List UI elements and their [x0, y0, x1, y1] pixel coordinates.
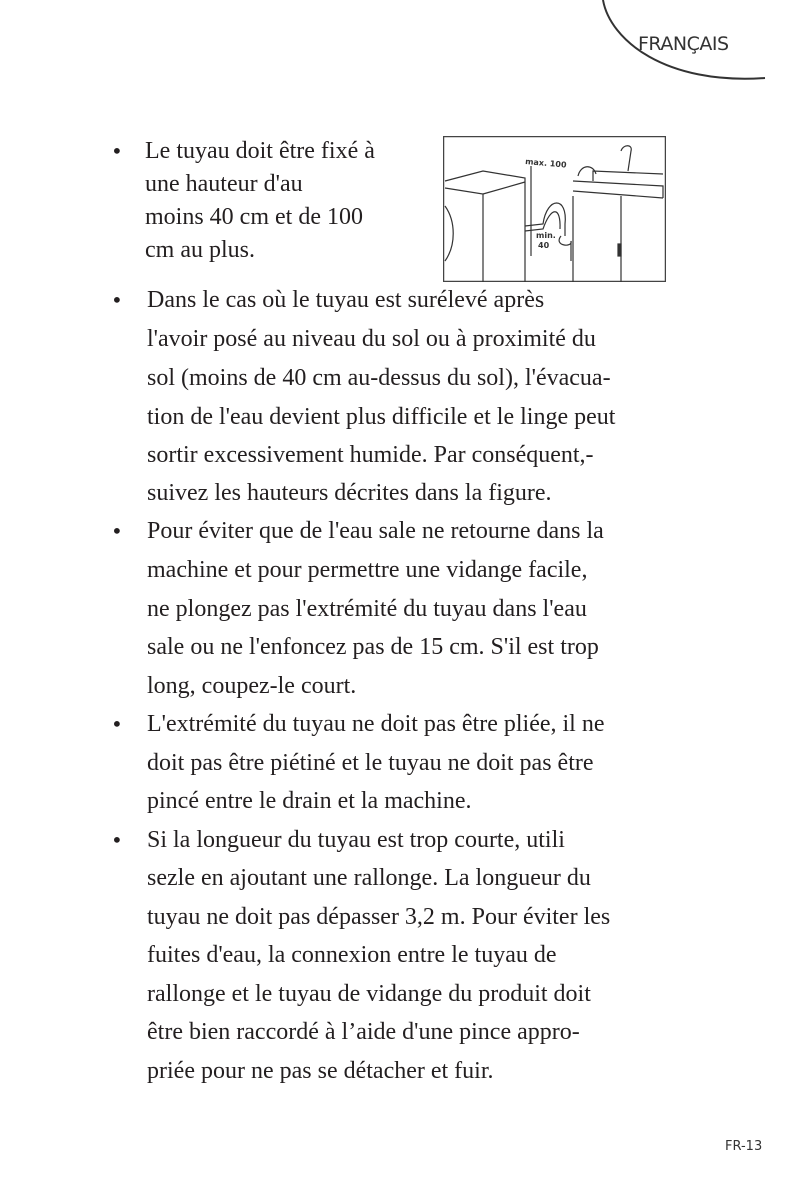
bullet-text-line: cm au plus. — [145, 237, 255, 263]
bullet-text-line: doit pas être piétiné et le tuyau ne doit pas être — [147, 750, 594, 776]
bullet-icon: • — [111, 288, 123, 312]
bullet-text-line: sortir excessivement humide. Par conséquent,- — [147, 442, 594, 468]
bullet-text-line: suivez les hauteurs décrites dans la figure. — [147, 480, 552, 506]
bullet-text-line: machine et pour permettre une vidange facile, — [147, 557, 588, 583]
drain-hose-height-figure — [443, 136, 666, 282]
bullet-text-line: sale ou ne l'enfoncez pas de 15 cm. S'il est trop — [147, 634, 599, 660]
bullet-text-line: long, coupez-le court. — [147, 673, 357, 699]
bullet-text-line: rallonge et le tuyau de vidange du produit doit — [147, 981, 591, 1007]
bullet-text-line: sezle en ajoutant une rallonge. La longueur du — [147, 865, 591, 891]
bullet-text-line: Le tuyau doit être fixé à — [145, 138, 375, 164]
min-height-label: min. — [536, 231, 556, 240]
bullet-icon: • — [111, 519, 123, 543]
bullet-text-line: une hauteur d'au — [145, 171, 303, 197]
bullet-text-line: ne plongez pas l'extrémité du tuyau dans l'eau — [147, 596, 587, 622]
bullet-icon: • — [111, 828, 123, 852]
bullet-text-line: Pour éviter que de l'eau sale ne retourne dans la — [147, 518, 604, 544]
max-height-label: max. 100 — [524, 157, 567, 170]
bullet-text-line: moins 40 cm et de 100 — [145, 204, 363, 230]
bullet-icon: • — [111, 712, 123, 736]
bullet-text-line: sol (moins de 40 cm au-dessus du sol), l'évacua- — [147, 365, 611, 391]
bullet-text-line: tion de l'eau devient plus difficile et le linge peut — [147, 404, 616, 430]
bullet-text-line: L'extrémité du tuyau ne doit pas être pliée, il ne — [147, 711, 605, 737]
bullet-text-line: pincé entre le drain et la machine. — [147, 788, 472, 814]
language-label: FRANÇAIS — [638, 33, 729, 55]
bullet-text-line: Dans le cas où le tuyau est surélevé après — [147, 287, 545, 313]
page-number: FR-13 — [725, 1139, 763, 1154]
bullet-text-line: être bien raccordé à l’aide d'une pince appro- — [147, 1019, 580, 1045]
bullet-text-line: fuites d'eau, la connexion entre le tuyau de — [147, 942, 557, 968]
bullet-icon: • — [111, 139, 123, 163]
bullet-text-line: priée pour ne pas se détacher et fuir. — [147, 1058, 494, 1084]
bullet-text-line: Si la longueur du tuyau est trop courte, utili — [147, 827, 565, 853]
bullet-text-line: l'avoir posé au niveau du sol ou à proximité du — [147, 326, 596, 352]
min-height-value: 40 — [538, 241, 550, 250]
bullet-text-line: tuyau ne doit pas dépasser 3,2 m. Pour éviter les — [147, 904, 611, 930]
